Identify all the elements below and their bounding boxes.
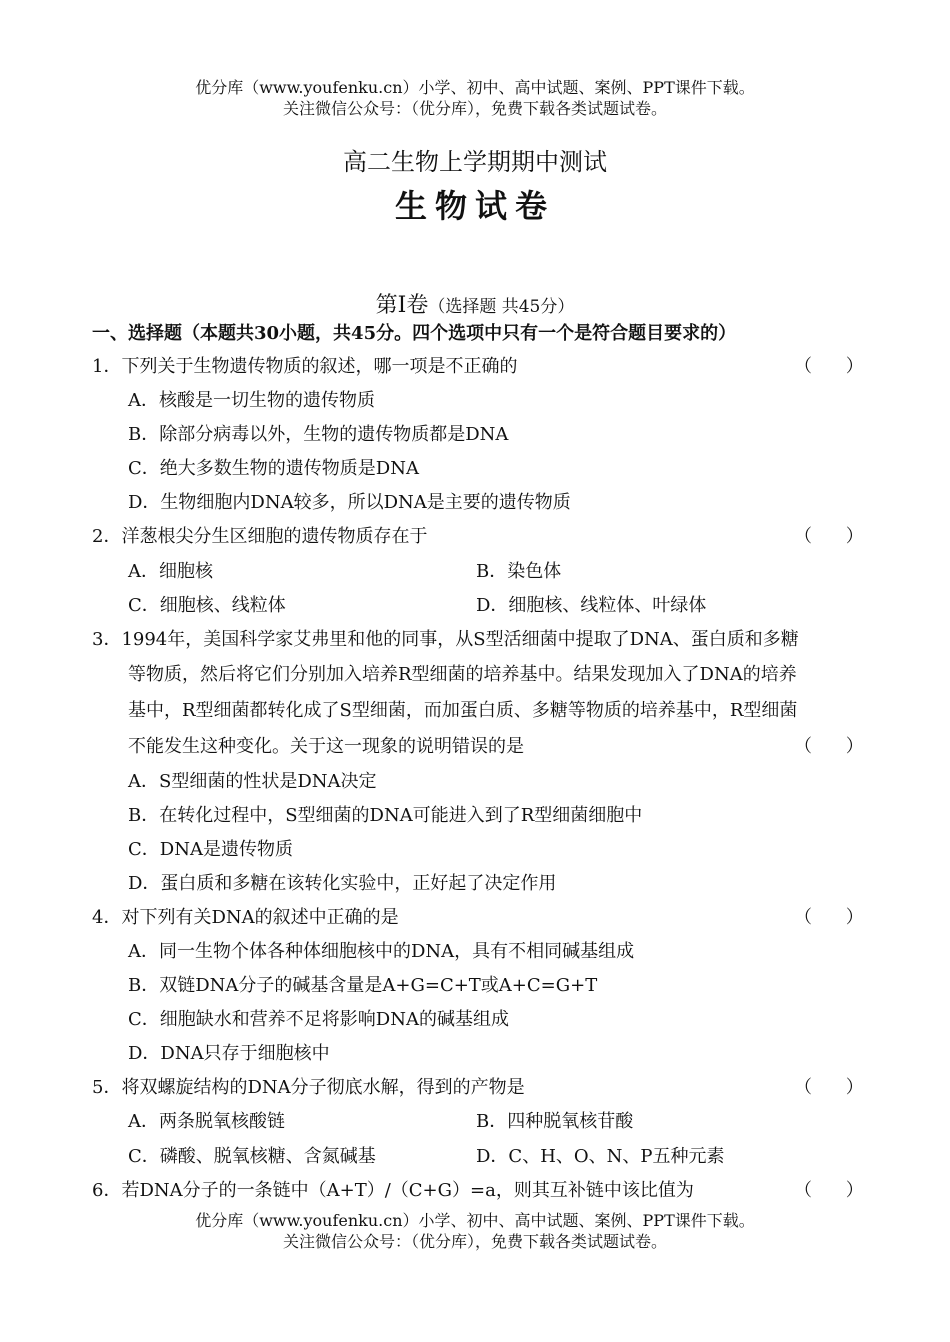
question-stem-continuation: 等物质，然后将它们分别加入培养R型细菌的培养基中。结果发现加入了DNA的培养	[128, 664, 797, 685]
question-stem-continuation: 基中，R型细菌都转化成了S型细菌，而加蛋白质、多糖等物质的培养基中，R型细菌	[128, 700, 798, 721]
question-option: D．蛋白质和多糖在该转化实验中，正好起了决定作用	[128, 873, 557, 894]
question-option: A．同一生物个体各种体细胞核中的DNA，具有不相同碱基组成	[128, 941, 635, 962]
question-stem: 2．洋葱根尖分生区细胞的遗传物质存在于	[92, 526, 428, 547]
question-option: C．DNA是遗传物质	[128, 839, 293, 860]
question-option: B．双链DNA分子的碱基含量是A+G=C+T或A+C=G+T	[128, 975, 598, 996]
question-option: A．S型细菌的性状是DNA决定	[128, 771, 377, 792]
question-option: C．绝大多数生物的遗传物质是DNA	[128, 458, 419, 479]
answer-paren: （ ）	[794, 1077, 878, 1098]
question-option: C．细胞核、线粒体	[128, 595, 286, 616]
footer-banner-line2: 关注微信公众号：（优分库），免费下载各类试题试卷。	[282, 1232, 667, 1251]
exam-title: 生物试卷	[394, 187, 555, 225]
question-stem: 6．若DNA分子的一条链中（A+T）/（C+G）=a，则其互补链中该比值为	[92, 1180, 694, 1201]
question-option: C．磷酸、脱氧核糖、含氮碱基	[128, 1146, 376, 1167]
answer-paren: （ ）	[794, 1180, 878, 1201]
question-option: B．在转化过程中，S型细菌的DNA可能进入到了R型细菌细胞中	[128, 805, 643, 826]
question-option: D．细胞核、线粒体、叶绿体	[476, 595, 707, 616]
header-banner-line2: 关注微信公众号：（优分库），免费下载各类试题试卷。	[282, 99, 667, 118]
answer-paren: （ ）	[794, 526, 878, 547]
question-option: A．核酸是一切生物的遗传物质	[128, 390, 375, 411]
footer-banner-line1: 优分库（www.youfenku.cn）小学、初中、高中试题、案例、PPT课件下载。	[195, 1211, 755, 1230]
question-option: B．除部分病毒以外，生物的遗传物质都是DNA	[128, 424, 509, 445]
question-option: C．细胞缺水和营养不足将影响DNA的碱基组成	[128, 1009, 509, 1030]
question-stem: 1．下列关于生物遗传物质的叙述，哪一项是不正确的	[92, 356, 518, 377]
question-stem: 5．将双螺旋结构的DNA分子彻底水解，得到的产物是	[92, 1077, 525, 1098]
question-option: D．DNA只存于细胞核中	[128, 1043, 330, 1064]
answer-paren: （ ）	[794, 356, 878, 377]
question-option: A．两条脱氧核酸链	[128, 1111, 285, 1132]
question-stem: 3．1994年，美国科学家艾弗里和他的同事，从S型活细菌中提取了DNA、蛋白质和多糖	[92, 629, 799, 650]
question-stem: 4．对下列有关DNA的叙述中正确的是	[92, 907, 399, 928]
question-option: D．C、H、O、N、P五种元素	[476, 1146, 725, 1167]
part-title	[0, 292, 950, 321]
part-title-label: 第Ⅰ卷	[375, 293, 429, 318]
question-option: D．生物细胞内DNA较多，所以DNA是主要的遗传物质	[128, 492, 571, 513]
question-option: B．四种脱氧核苷酸	[476, 1111, 634, 1132]
answer-paren: （ ）	[794, 736, 878, 757]
exam-subtitle: 高二生物上学期期中测试	[343, 148, 607, 176]
part-title-note: （选择题 共45分）	[428, 297, 575, 317]
header-banner-line1: 优分库（www.youfenku.cn）小学、初中、高中试题、案例、PPT课件下载。	[195, 78, 755, 97]
question-stem-continuation: 不能发生这种变化。关于这一现象的说明错误的是	[128, 736, 524, 757]
section-heading: 一、选择题（本题共30小题，共45分。四个选项中只有一个是符合题目要求的）	[92, 323, 737, 344]
question-option: A．细胞核	[128, 561, 213, 582]
question-option: B．染色体	[476, 561, 562, 582]
answer-paren: （ ）	[794, 907, 878, 928]
